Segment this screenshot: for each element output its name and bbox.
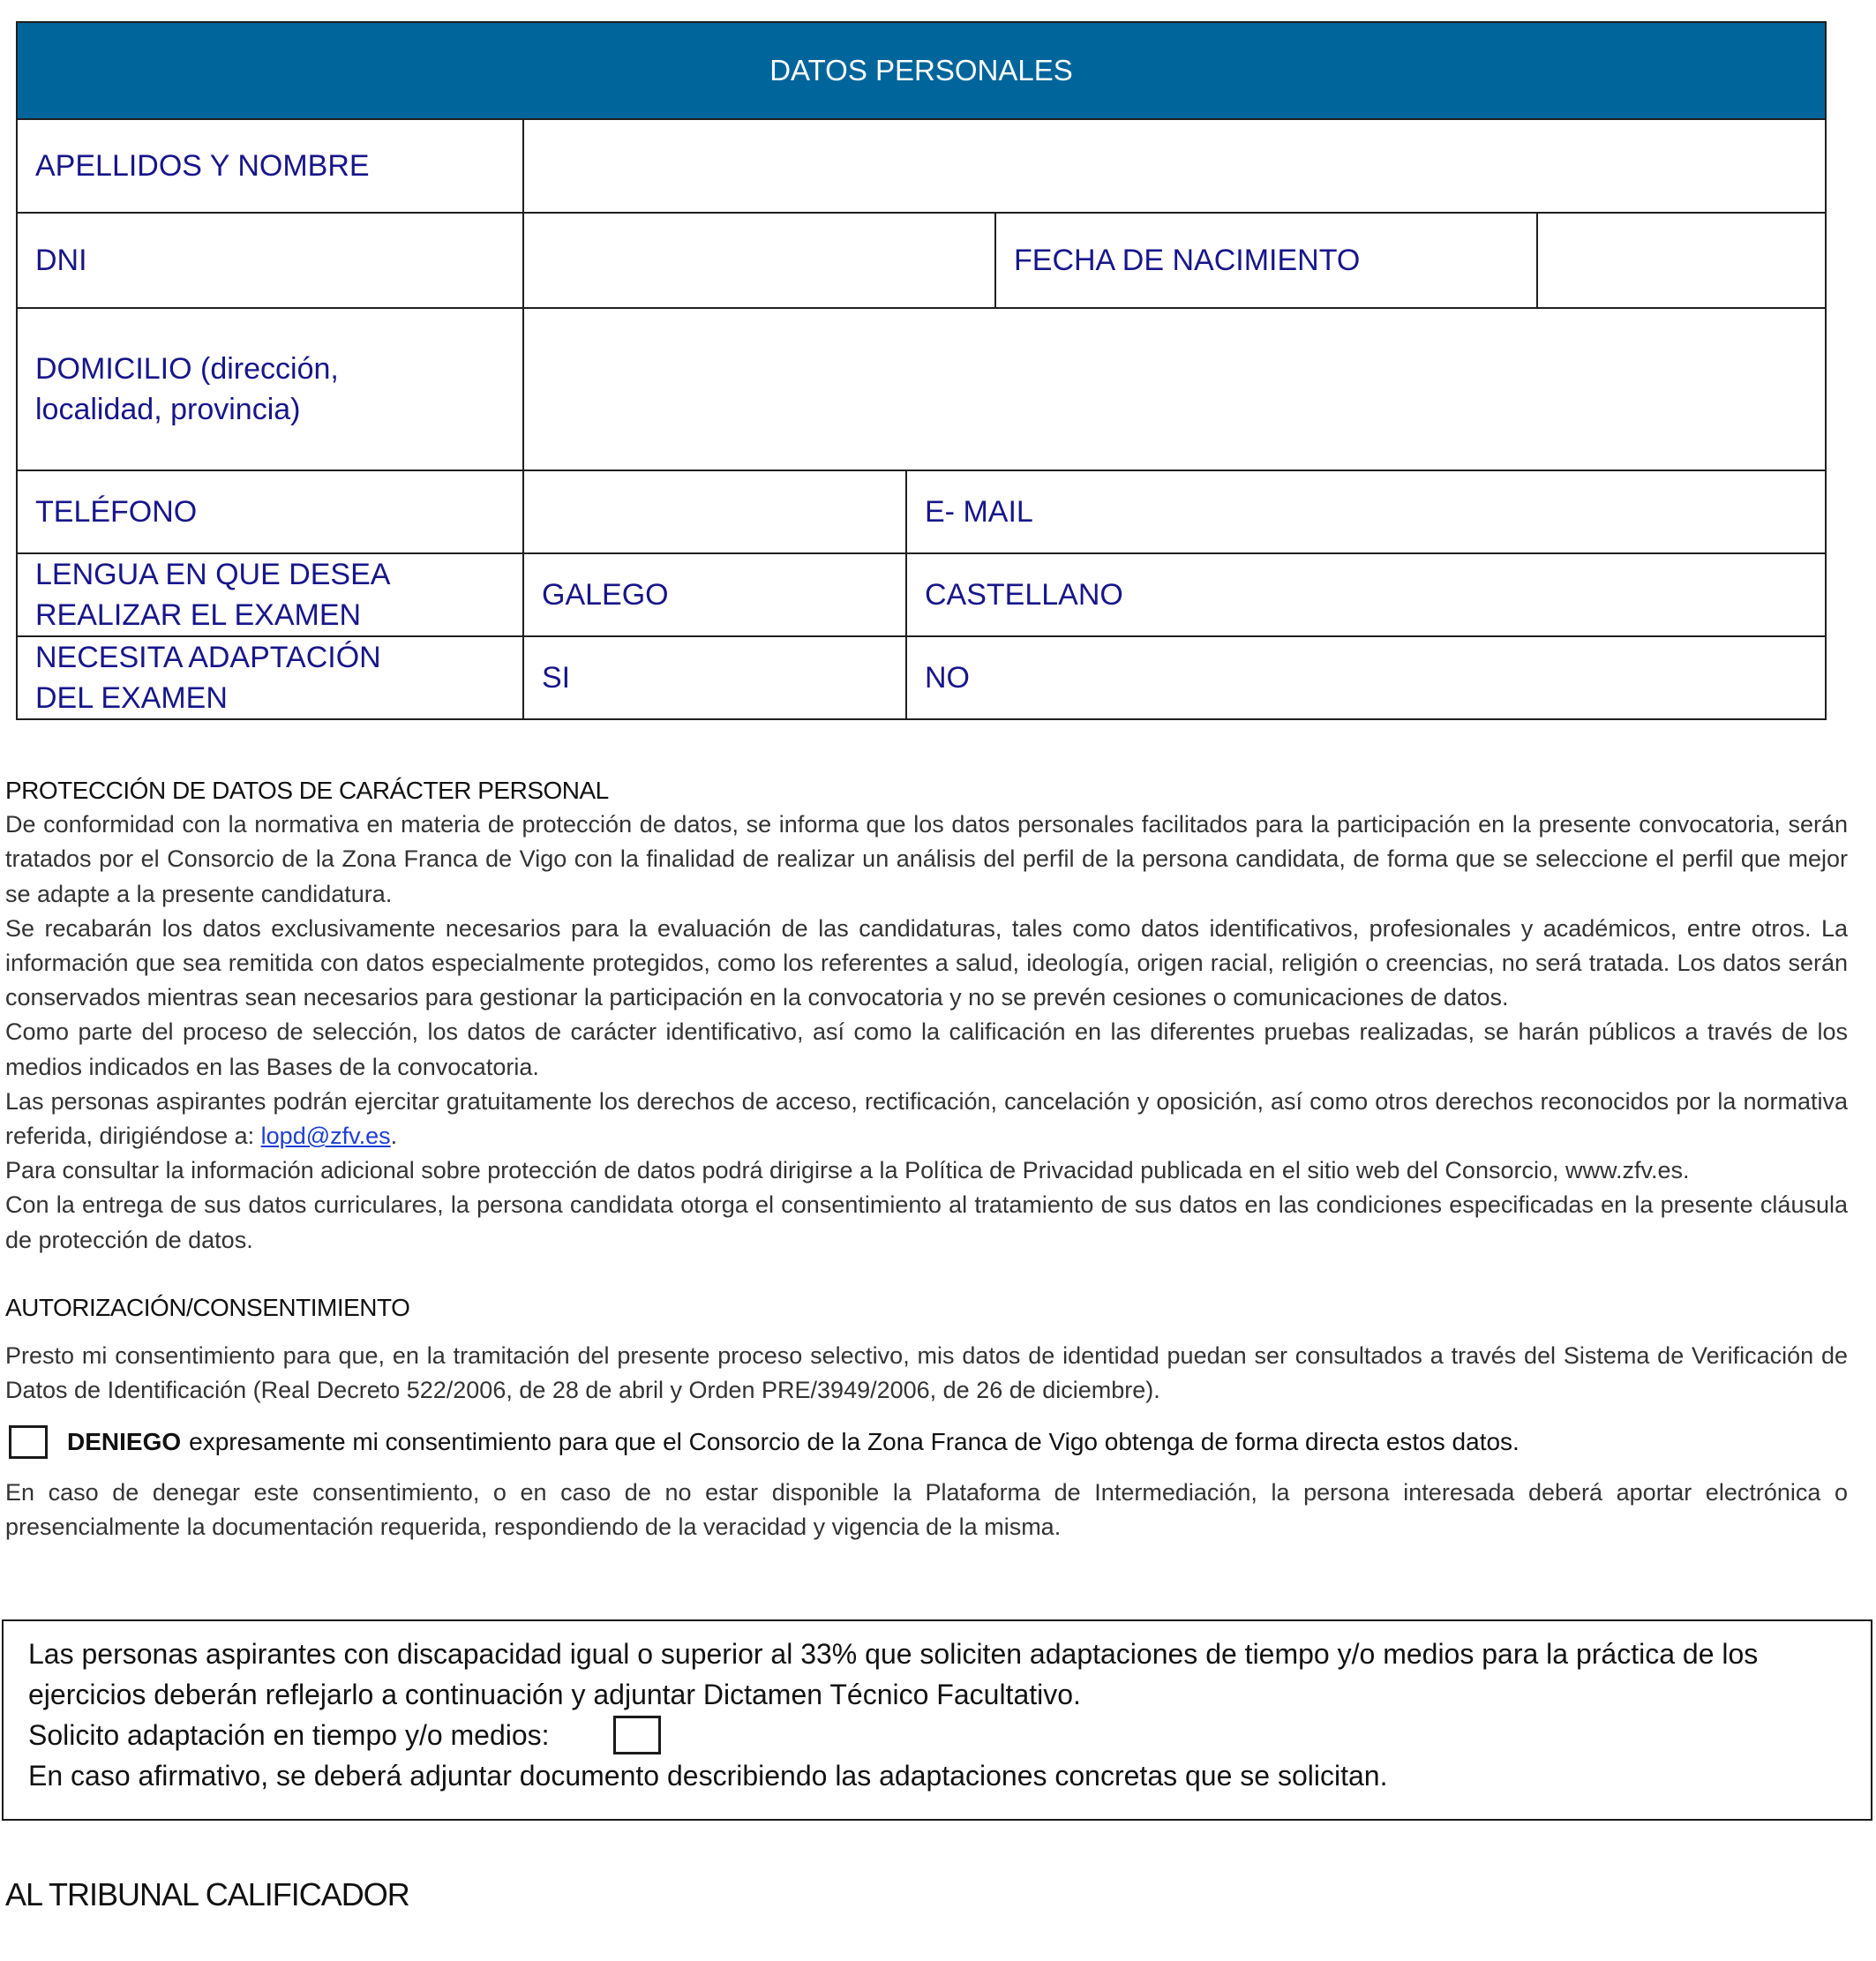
disability-note: En caso afirmativo, se deberá adjuntar documento describiendo las adaptaciones concretas que se solicitan. xyxy=(28,1760,1388,1792)
address-label-line1: DOMICILIO (dirección, xyxy=(35,352,339,386)
lopd-email-link[interactable]: lopd@zfv.es xyxy=(260,1123,391,1150)
deniego-bold: DENIEGO xyxy=(67,1428,182,1455)
protection-paragraph-4-end: . xyxy=(390,1123,398,1150)
tribunal-heading: AL TRIBUNAL CALIFICADOR xyxy=(5,1876,409,1912)
deniego-text: expresamente mi consentimiento para que el Consorcio de la Zona Franca de Vigo obtenga de forma directa estos datos. xyxy=(189,1428,1520,1455)
address-field[interactable] xyxy=(523,308,1826,470)
birthdate-label: FECHA DE NACIMIENTO xyxy=(995,213,1537,308)
protection-paragraph-6: Con la entrega de sus datos curriculares, la persona candidata otorga el consentimiento al tratamiento de sus datos en las condiciones especificadas en la presente cláusula de protección de datos. xyxy=(5,1191,1848,1253)
deny-info-text: En caso de denegar este consentimiento, o en caso de no estar disponible la Plataforma de Intermediación, la persona interesada deberá aportar electrónica o presencialmente la documentación requerida, respondiendo de la veracidad y vigencia de la misma. xyxy=(5,1479,1848,1541)
option-no[interactable]: NO xyxy=(906,636,1826,719)
option-si[interactable]: SI xyxy=(523,636,906,719)
phone-label: TELÉFONO xyxy=(17,470,523,553)
name-field[interactable] xyxy=(523,119,1826,213)
authorization-title: AUTORIZACIÓN/CONSENTIMIENTO xyxy=(5,1294,410,1321)
email-label: E- MAIL xyxy=(925,495,1033,529)
dni-field[interactable] xyxy=(523,213,995,308)
protection-paragraph-3: Como parte del proceso de selección, los datos de carácter identificativo, así como la calificación en las diferentes pruebas realizadas, se harán públicos a través de los medios indicados en las Bases de la convocatoria. xyxy=(5,1018,1848,1080)
email-field[interactable] xyxy=(906,470,1826,553)
option-castellano[interactable]: CASTELLANO xyxy=(906,553,1826,636)
adaptation-checkbox[interactable] xyxy=(613,1716,661,1754)
adaptation-label-line2: DEL EXAMEN xyxy=(35,681,228,715)
birthdate-field[interactable] xyxy=(1537,213,1826,308)
authorization-section xyxy=(5,1290,1848,1409)
adaptation-request-label: Solicito adaptación en tiempo y/o medios: xyxy=(28,1719,550,1751)
adaptation-request-line xyxy=(28,1715,1853,1755)
protection-paragraph-5: Para consultar la información adicional sobre protección de datos podrá dirigirse a la Política de Privacidad publicada en el sitio web del Consorcio, www.zfv.es. xyxy=(5,1157,1690,1184)
protection-paragraph-2: Se recabarán los datos exclusivamente necesarios para la evaluación de las candidaturas, tales como datos identificativos, profesionales y académicos, entre otros. La información que sea remitida con datos especialmente protegidos, como los referentes a salud, ideología, origen racial, religión o creencias, no será tratada. Los datos serán conservados mientras sean necesarios para gestionar la participación en la convocatoria y no se prevén cesiones o comunicaciones de datos. xyxy=(5,914,1848,1011)
address-label-line2: localidad, provincia) xyxy=(35,393,301,426)
data-protection-title: PROTECCIÓN DE DATOS DE CARÁCTER PERSONAL xyxy=(5,777,609,804)
address-label xyxy=(17,308,523,470)
language-label xyxy=(17,553,523,636)
deny-info-section xyxy=(5,1476,1848,1544)
data-protection-section xyxy=(5,773,1848,1258)
name-label: APELLIDOS Y NOMBRE xyxy=(17,119,523,213)
protection-paragraph-4 xyxy=(5,1085,1848,1153)
protection-paragraph-1: De conformidad con la normativa en materia de protección de datos, se informa que los datos personales facilitados para la participación en la presente convocatoria, serán tratados por el Consorcio de la Zona Franca de Vigo con la finalidad de realizar un análisis del perfil de la persona candidata, de forma que se seleccione el perfil que mejor se adapte a la presente candidatura. xyxy=(5,811,1848,907)
language-label-line2: REALIZAR EL EXAMEN xyxy=(35,598,362,632)
authorization-text: Presto mi consentimiento para que, en la tramitación del presente proceso selectivo, mis datos de identidad puedan ser consultados a través del Sistema de Verificación de Datos de Identificación (Real Decreto 522/2006, de 28 de abril y Orden PRE/3949/2006, de 26 de diciembre). xyxy=(5,1342,1848,1404)
option-galego[interactable]: GALEGO xyxy=(523,553,906,636)
deniego-row xyxy=(9,1423,1520,1461)
personal-data-table xyxy=(16,21,1827,720)
dni-label: DNI xyxy=(17,213,523,308)
protection-paragraph-4-text: Las personas aspirantes podrán ejercitar gratuitamente los derechos de acceso, rectificación, cancelación y oposición, así como otros derechos reconocidos por la normativa referida, dirigiéndose a: xyxy=(5,1087,1848,1150)
disability-box xyxy=(2,1619,1872,1821)
adaptation-label xyxy=(17,636,523,719)
phone-field[interactable] xyxy=(523,470,906,553)
table-header: DATOS PERSONALES xyxy=(17,22,1826,119)
adaptation-label-line1: NECESITA ADAPTACIÓN xyxy=(35,641,381,674)
deniego-checkbox[interactable] xyxy=(9,1425,48,1459)
language-label-line1: LENGUA EN QUE DESEA xyxy=(35,558,391,591)
disability-intro: Las personas aspirantes con discapacidad igual o superior al 33% que soliciten adaptaciones de tiempo y/o medios para la práctica de los ejercicios deberán reflejarlo a continuación y adjuntar Dictamen Técnico Facultativo. xyxy=(28,1638,1759,1710)
